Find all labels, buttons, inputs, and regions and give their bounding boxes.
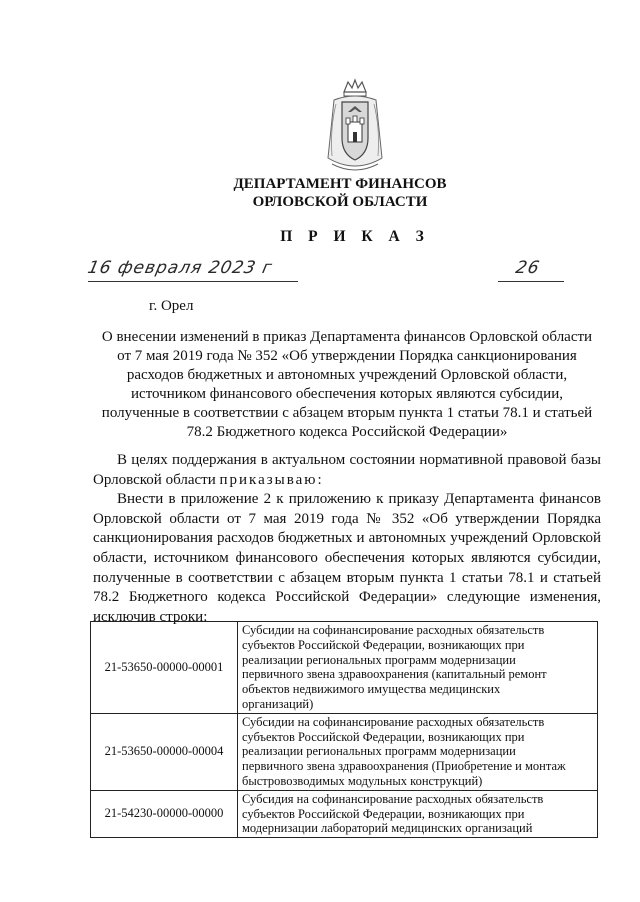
subject-line: расходов бюджетных и автономных учреждений Орловской области, [126,367,568,383]
description-line: объектов недвижимого имущества медицинских [242,682,501,697]
order-subject [94,328,600,442]
order-body [93,451,601,627]
description-cell [238,790,598,837]
description-line: первичного звена здравоохранения (Приобретение и монтаж [242,759,566,774]
description-line: реализации региональных программ модернизации [242,652,516,667]
department-name-line2: ОРЛОВСКОЙ ОБЛАСТИ [252,194,428,210]
budget-code-cell: 21-54230-00000-00000 [91,790,238,837]
subject-line: полученные в соответствии с абзацем вторым пункта 1 статьи 78.1 и статьей [101,405,593,421]
description-line: быстровозводимых модульных конструкций) [242,773,483,788]
subject-line: 78.2 Бюджетного кодекса Российской Федерации» [186,424,508,440]
handwritten-order-number: 26 [513,258,542,278]
description-line: субъектов Российской Федерации, возникающих при [242,637,525,652]
description-cell [238,713,598,790]
description-line: Субсидии на софинансирование расходных обязательств [242,623,545,637]
subject-line: от 7 мая 2019 года № 352 «Об утверждении Порядка санкционирования [117,348,577,364]
description-line: реализации региональных программ модернизации [242,744,516,759]
table-row [91,713,598,790]
date-underline [88,281,298,282]
number-underline [498,281,564,282]
city-label: г. Орел [149,298,194,314]
department-name-line1: ДЕПАРТАМЕНТ ФИНАНСОВ [233,176,447,192]
table-row [91,622,598,714]
handwritten-date: 16 февраля 2023 г [85,258,275,278]
description-cell [238,622,598,714]
body-paragraph-1 [93,451,601,490]
budget-code-cell: 21-53650-00000-00004 [91,713,238,790]
document-type-title: П Р И К А З [280,228,430,245]
subject-line: источником финансового обеспечения которых являются субсидии, [131,386,563,402]
description-line: первичного звена здравоохранения (капитальный ремонт [242,667,547,682]
paragraph-1-text: В целях поддержания в актуальном состоянии нормативной правовой базы Орловской области [93,452,601,488]
description-line: субъектов Российской Федерации, возникающих при [242,806,525,821]
table-row [91,790,598,837]
description-line: субъектов Российской Федерации, возникающих при [242,729,525,744]
subject-line: О внесении изменений в приказ Департамента финансов Орловской области [101,329,593,345]
body-paragraph-2: Внести в приложение 2 к приложению к приказу Департамента финансов Орловской области от 7 мая 2019 года № 352 «Об утверждении Порядка санкционирования расходов бюджетных и автономных учреждений Орловской области, источником финансового обеспечения которых являются субсидии, полученные в соответствии с абзацем вторым пункта 1 статьи 78.1 и статьей 78.2 Бюджетного кодекса Российской Федерации» следующие изменения, исключив строки: [93,491,601,625]
order-verb: приказываю: [219,471,324,488]
budget-code-cell: 21-53650-00000-00001 [91,622,238,714]
coat-of-arms-icon [322,78,388,178]
description-line: Субсидия на софинансирование расходных обязательств [242,791,544,806]
description-line: Субсидии на софинансирование расходных обязательств [242,714,545,729]
description-line: модернизации лабораторий медицинских организаций [242,821,533,836]
excluded-rows-table [90,621,598,838]
description-line: организаций) [242,696,314,711]
